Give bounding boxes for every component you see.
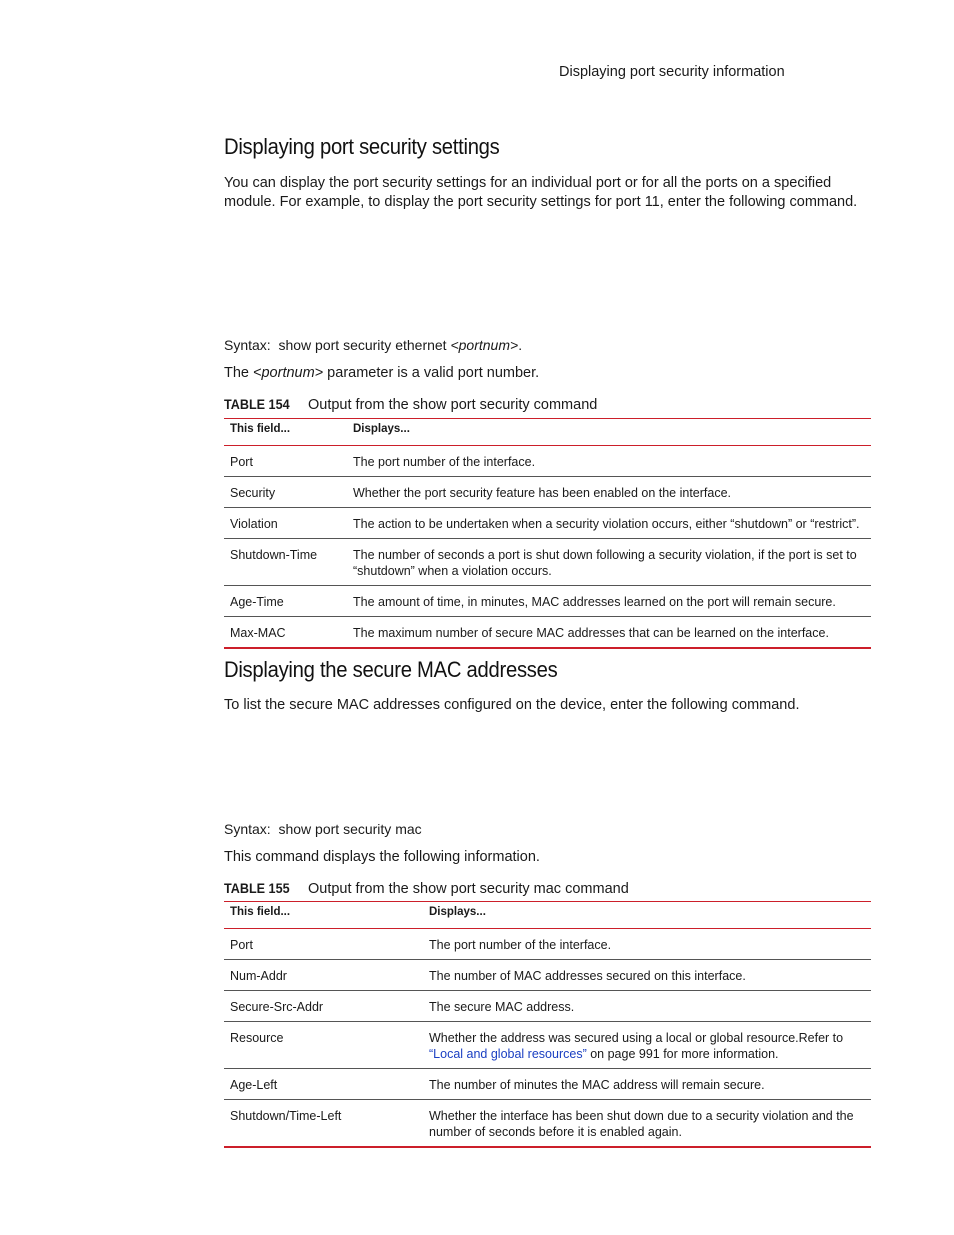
- param-description: [224, 364, 864, 383]
- syntax-end: .: [518, 337, 523, 353]
- table-155: [224, 901, 871, 1148]
- desc-cell: The port number of the interface.: [423, 929, 871, 960]
- syntax-parameter: <portnum>: [450, 337, 519, 353]
- table-row: [224, 586, 871, 617]
- section1-intro: You can display the port security settings for an individual port or for all the ports on a specified module. For example, to display the port security settings for port 11, enter the following command.: [224, 175, 858, 210]
- table-154-caption: [224, 396, 597, 413]
- param-pre: The: [224, 365, 254, 381]
- local-global-resources-link[interactable]: “Local and global resources”: [429, 1047, 587, 1061]
- caption-command: show port security mac: [412, 881, 562, 897]
- table-number: TABLE 155: [224, 880, 290, 896]
- table-154: [224, 418, 871, 649]
- syntax-command: show port security mac: [278, 821, 422, 837]
- resource-desc-text: Whether the address was secured using a local or global resource.Refer to: [429, 1031, 844, 1045]
- section-title-secure-mac: Displaying the secure MAC addresses: [224, 657, 558, 682]
- field-cell: Security: [224, 477, 347, 508]
- field-cell: Port: [224, 929, 423, 960]
- table-155-caption: [224, 880, 629, 897]
- syntax-line-2: [224, 821, 422, 837]
- column-header-displays: Displays...: [353, 423, 410, 435]
- table-row: [224, 446, 871, 477]
- desc-cell: The secure MAC address.: [423, 991, 871, 1022]
- table-row: [224, 1069, 871, 1100]
- field-cell: Resource: [224, 1022, 423, 1069]
- table-row: [224, 960, 871, 991]
- syntax-line-1: [224, 337, 522, 353]
- param-name: <portnum>: [253, 365, 324, 381]
- table-row: [224, 477, 871, 508]
- desc-cell: The amount of time, in minutes, MAC addresses learned on the port will remain secure.: [347, 586, 871, 617]
- info-line: This command displays the following information.: [224, 849, 540, 865]
- desc-cell: The maximum number of secure MAC addresses that can be learned on the interface.: [347, 617, 871, 649]
- param-post: parameter is a valid port number.: [323, 365, 540, 381]
- column-header-field: This field...: [230, 906, 291, 918]
- column-header-displays: Displays...: [429, 906, 486, 918]
- field-cell: Shutdown/Time-Left: [224, 1100, 423, 1148]
- field-cell: Num-Addr: [224, 960, 423, 991]
- table-number: TABLE 154: [224, 396, 290, 412]
- caption-pre: Output from the: [308, 881, 413, 897]
- table-header-row: [224, 902, 871, 929]
- desc-cell: Whether the interface has been shut down due to a security violation and the number of seconds before it is enabled again.: [423, 1100, 871, 1148]
- table-row: [224, 991, 871, 1022]
- field-cell: Port: [224, 446, 347, 477]
- caption-post: command: [561, 881, 629, 897]
- caption-command: show port security: [412, 397, 530, 413]
- table-row: [224, 1100, 871, 1148]
- field-cell: Max-MAC: [224, 617, 347, 649]
- table-row: [224, 617, 871, 649]
- syntax-label: Syntax:: [224, 337, 271, 353]
- desc-cell: Whether the port security feature has been enabled on the interface.: [347, 477, 871, 508]
- desc-cell: The number of minutes the MAC address will remain secure.: [423, 1069, 871, 1100]
- table-row: [224, 1022, 871, 1069]
- field-cell: Violation: [224, 508, 347, 539]
- table-row: [224, 539, 871, 586]
- section-title-port-security-settings: Displaying port security settings: [224, 134, 500, 159]
- section2-intro: To list the secure MAC addresses configured on the device, enter the following command.: [224, 697, 800, 713]
- running-head: Displaying port security information: [559, 64, 785, 80]
- desc-cell: The port number of the interface.: [347, 446, 871, 477]
- caption-pre: Output from the: [308, 397, 413, 413]
- caption-post: command: [529, 397, 598, 413]
- table-header-row: [224, 419, 871, 446]
- syntax-command: show port security ethernet: [278, 337, 447, 353]
- field-cell: Shutdown-Time: [224, 539, 347, 586]
- table-row: [224, 929, 871, 960]
- desc-cell: The number of seconds a port is shut down following a security violation, if the port is set to “shutdown” when a violation occurs.: [347, 539, 871, 586]
- field-cell: Age-Time: [224, 586, 347, 617]
- syntax-label: Syntax:: [224, 821, 271, 837]
- table-row: [224, 508, 871, 539]
- desc-cell: [423, 1022, 871, 1069]
- resource-desc-tail: on page 991 for more information.: [586, 1047, 779, 1061]
- field-cell: Age-Left: [224, 1069, 423, 1100]
- column-header-field: This field...: [230, 423, 291, 435]
- field-cell: Secure-Src-Addr: [224, 991, 423, 1022]
- desc-cell: The action to be undertaken when a security violation occurs, either “shutdown” or “restrict”.: [347, 508, 871, 539]
- desc-cell: The number of MAC addresses secured on this interface.: [423, 960, 871, 991]
